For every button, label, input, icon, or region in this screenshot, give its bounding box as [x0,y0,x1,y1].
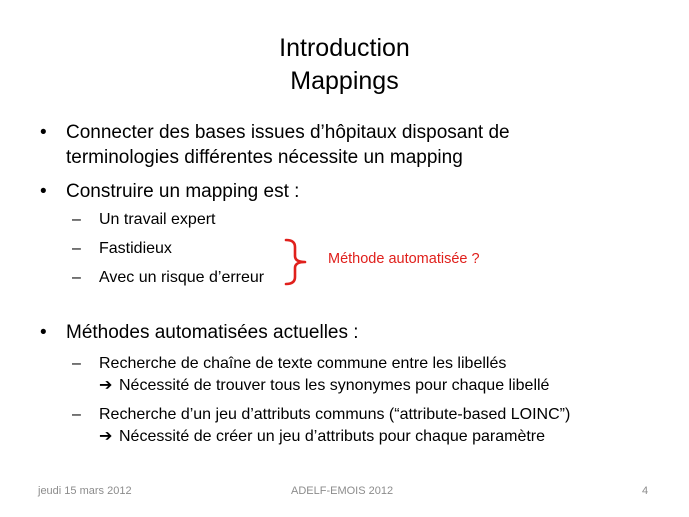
bullet-marker: • [40,322,47,343]
arrow-right-icon: ➔ [99,428,113,445]
slide-title: Introduction [279,34,410,62]
bullet-text: Construire un mapping est : [66,181,300,202]
bullet-marker: • [40,181,47,202]
bullet-marker: • [40,122,47,143]
footer-center-text: ADELF-EMOIS 2012 [291,485,394,497]
page-number: 4 [642,485,649,497]
consequence-line [99,426,545,448]
bullet-text: Méthodes automatisées actuelles : [66,322,359,343]
slide-subtitle: Mappings [290,67,399,95]
dash-marker: – [72,355,81,372]
sub-item-text: Recherche d’un jeu d’attributs communs (“attribute-based LOINC”) [99,406,571,423]
bullet-text: terminologies différentes nécessite un mapping [66,147,463,168]
consequence-text: Nécessité de trouver tous les synonymes pour chaque libellé [119,377,550,394]
sub-item-text: Fastidieux [99,240,172,257]
dash-marker: – [72,269,81,286]
sub-item-text: Un travail expert [99,211,216,228]
arrow-right-icon: ➔ [99,377,113,394]
sub-item-text: Avec un risque d’erreur [99,269,265,286]
annotation-text: Méthode automatisée ? [328,251,480,267]
dash-marker: – [72,406,81,423]
dash-marker: – [72,240,81,257]
consequence-line [99,375,549,397]
footer-date: jeudi 15 mars 2012 [38,485,132,497]
bullet-text: Connecter des bases issues d’hôpitaux disposant de [66,122,510,143]
curly-brace-icon [283,238,309,286]
dash-marker: – [72,211,81,228]
sub-item-text: Recherche de chaîne de texte commune entre les libellés [99,355,507,372]
consequence-text: Nécessité de créer un jeu d’attributs pour chaque paramètre [119,428,546,445]
